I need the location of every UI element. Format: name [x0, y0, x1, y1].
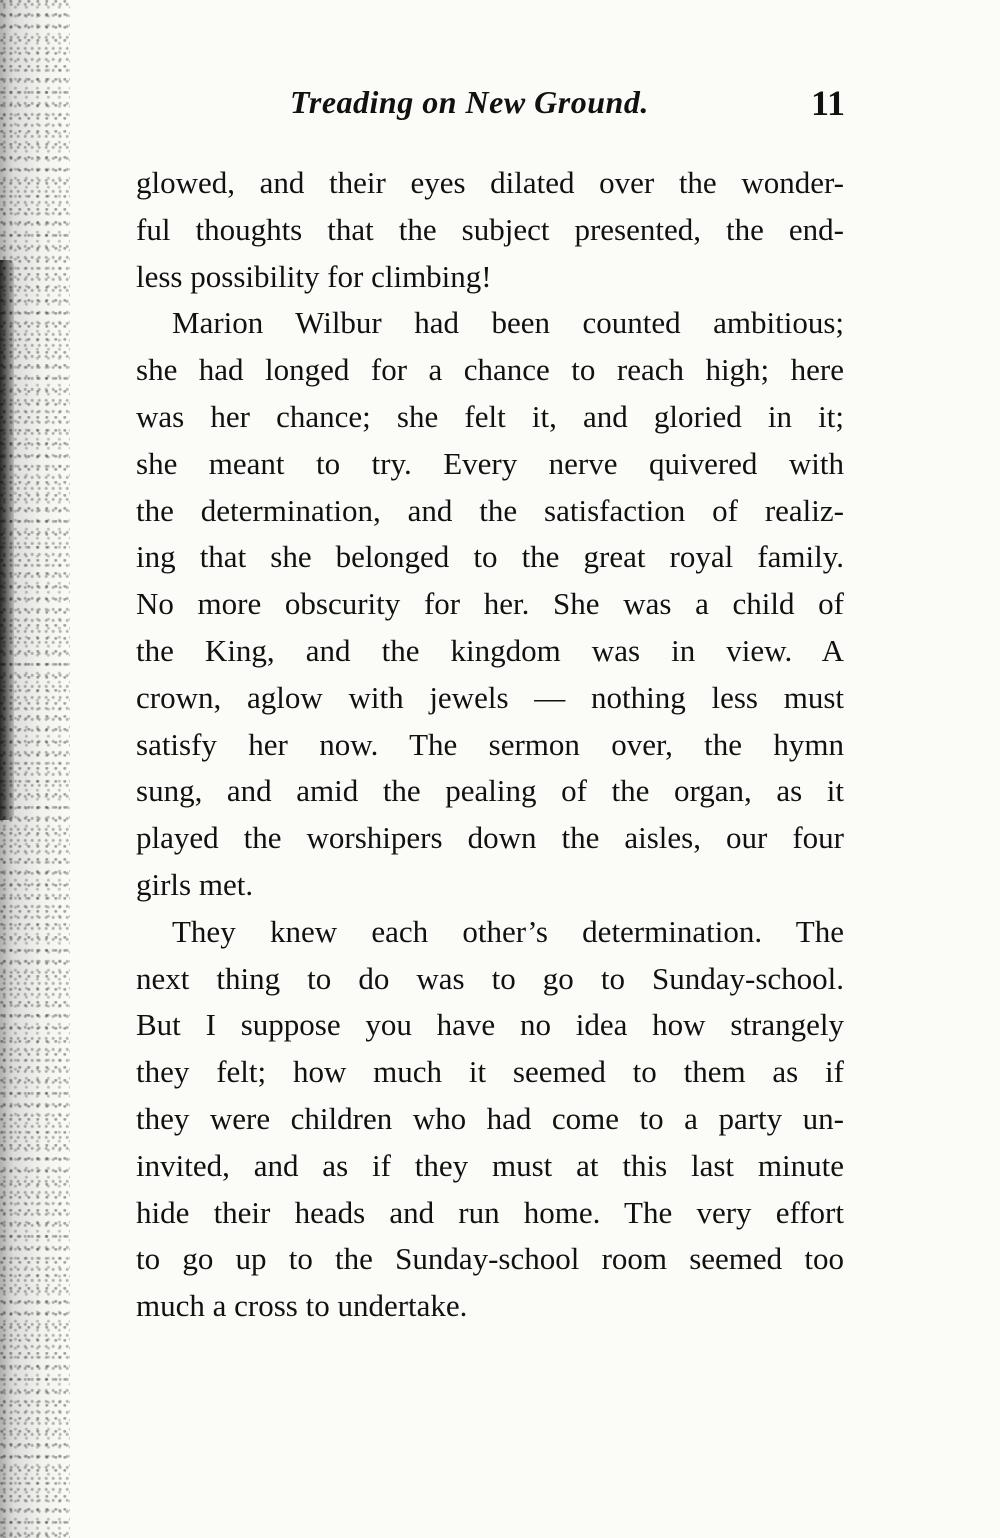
- text-line: sung, and amid the pealing of the organ, as it: [136, 773, 844, 809]
- text-line: they were children who had come to a party un-: [136, 1100, 844, 1136]
- paragraph: [136, 160, 844, 300]
- text-line: girls met.: [136, 866, 254, 902]
- text-line: she had longed for a chance to reach high; here: [136, 352, 844, 388]
- page-header: [290, 80, 845, 130]
- text-line: They knew each other’s determination. The: [172, 913, 844, 949]
- body-text: [136, 160, 844, 1330]
- text-line: ful thoughts that the subject presented, the end-: [136, 211, 844, 247]
- text-line: the determination, and the satisfaction of realiz-: [136, 492, 844, 528]
- text-line: much a cross to undertake.: [136, 1288, 468, 1324]
- text-line: No more obscurity for her. She was a child of: [136, 586, 844, 622]
- text-line: next thing to do was to go to Sunday-school.: [136, 960, 844, 996]
- text-line: played the worshipers down the aisles, our four: [136, 820, 844, 856]
- text-line: to go up to the Sunday-school room seemed too: [136, 1241, 844, 1277]
- text-line: ing that she belonged to the great royal family.: [136, 539, 844, 575]
- text-line: was her chance; she felt it, and gloried in it;: [136, 398, 844, 434]
- page-number: 11: [810, 83, 845, 123]
- text-line: But I suppose you have no idea how strangely: [136, 1007, 844, 1043]
- text-line: invited, and as if they must at this last minute: [136, 1147, 844, 1183]
- text-line: less possibility for climbing!: [136, 258, 492, 294]
- text-line: they felt; how much it seemed to them as if: [136, 1054, 844, 1090]
- paragraph: [136, 300, 844, 908]
- text-line: Marion Wilbur had been counted ambitious;: [172, 305, 844, 341]
- text-line: she meant to try. Every nerve quivered with: [136, 445, 844, 481]
- text-line: satisfy her now. The sermon over, the hymn: [136, 726, 844, 762]
- text-line: glowed, and their eyes dilated over the wonder-: [136, 165, 844, 200]
- text-line: hide their heads and run home. The very effort: [136, 1194, 844, 1230]
- text-line: crown, aglow with jewels — nothing less must: [136, 679, 844, 715]
- binding-shadow: [0, 260, 14, 820]
- text-line: the King, and the kingdom was in view. A: [136, 632, 844, 668]
- paragraph: [136, 909, 844, 1330]
- running-title: Treading on New Ground.: [290, 84, 649, 120]
